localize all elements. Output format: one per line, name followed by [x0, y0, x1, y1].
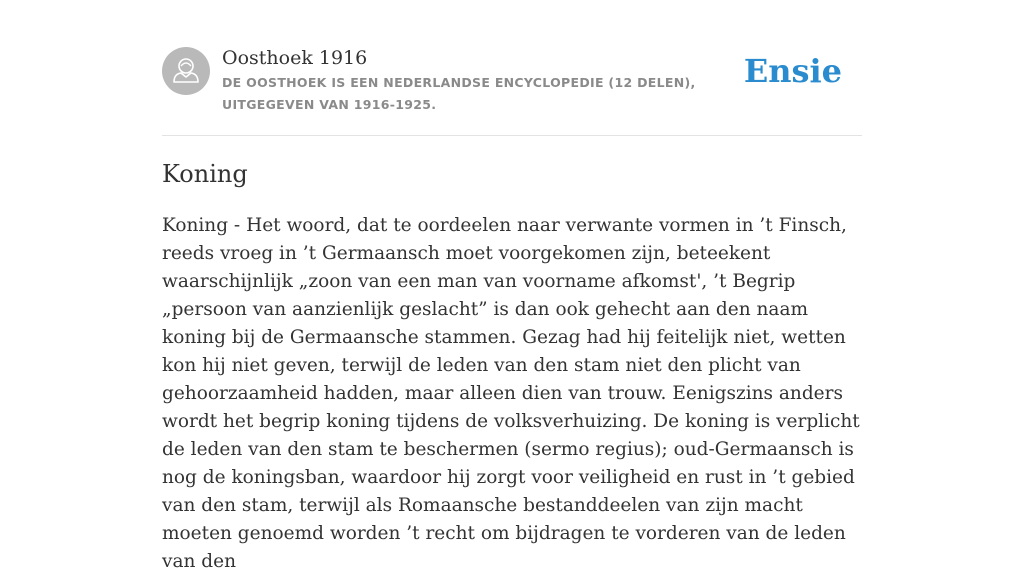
- entry-title: Koning: [162, 160, 248, 188]
- entry-body: Koning - Het woord, dat te oordeelen naar verwante vormen in ’t Finsch, reeds vroeg in ’t Germaansch moet voorgekomen zijn, beteekent waarschijnlijk „zoon van een man van voorname afkomst', ’t Begrip „persoon van aanzienlijk geslacht” is dan ook gehecht aan den naam koning bij de Germaansche stammen. Gezag had hij feitelijk niet, wetten kon hij niet geven, terwijl de leden van den stam niet den plicht van gehoorzaamheid hadden, maar alleen dien van trouw. Eenigszins anders wordt het begrip koning tijdens de volksverhuizing. De koning is verplicht de leden van den stam te beschermen (sermo regius); oud-Germaansch is nog de koningsban, waardoor hij zorgt voor veiligheid en rust in ’t gebied van den stam, terwijl als Romaansche bestanddeelen van zijn macht moeten genoemd worden ’t recht om bijdragen te vorderen van de leden van den: [162, 215, 860, 572]
- source-description: DE OOSTHOEK IS EEN NEDERLANDSE ENCYCLOPEDIE (12 DELEN), UITGEGEVEN VAN 1916-1925.: [222, 75, 696, 112]
- source-avatar[interactable]: [162, 47, 210, 95]
- user-silhouette-icon: [162, 47, 210, 95]
- ensie-logo[interactable]: Ensie: [743, 52, 842, 90]
- header-divider: [162, 135, 862, 136]
- source-title[interactable]: Oosthoek 1916: [222, 47, 368, 69]
- source-header: [162, 45, 862, 135]
